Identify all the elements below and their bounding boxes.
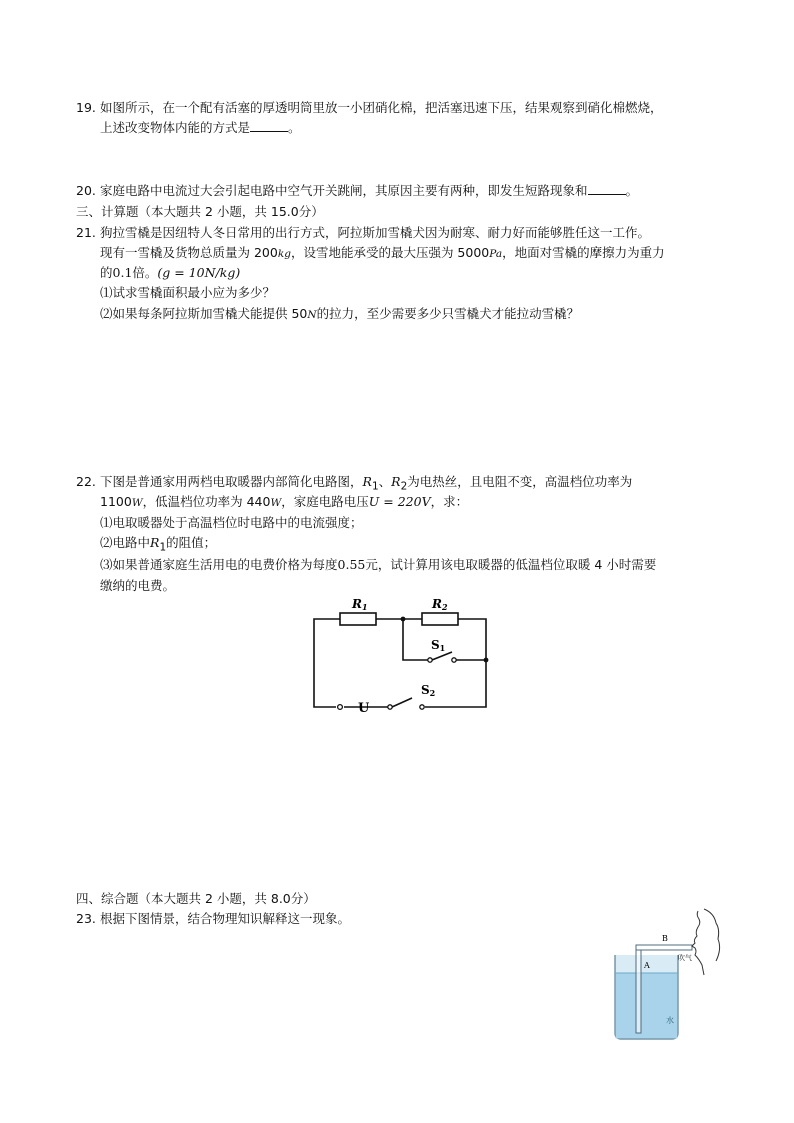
wire (314, 619, 340, 698)
circuit-diagram (300, 592, 500, 717)
answer-blank[interactable] (250, 119, 288, 132)
question-text: 根据下图情景，结合物理知识解释这一现象。 (100, 911, 351, 926)
label-r1: R1 (352, 597, 368, 612)
section-heading: 三、计算题（本大题共 2 小题，共 15.0分） (76, 204, 324, 219)
label-s1: S1 (431, 638, 446, 653)
switch-s1-blade (432, 652, 452, 660)
terminal (338, 705, 343, 710)
question-text: 如图所示，在一个配有活塞的厚透明筒里放一小团硝化棉，把活塞迅速下压，结果观察到硝化棉燃烧， (100, 100, 663, 115)
question-number: 20. (76, 183, 96, 198)
resistor-r2 (422, 613, 458, 625)
unit-kg: kg (277, 248, 291, 260)
label-r2: R2 (432, 597, 448, 612)
question-number: 23. (76, 911, 96, 926)
price-value: 0.55 (337, 557, 366, 572)
question-text: 狗拉雪橇是因纽特人冬日常用的出行方式，阿拉斯加雪橇犬因为耐寒、耐力好而能够胜任这一工作。 (100, 225, 651, 240)
question-text: 家庭电路中电流过大会引起电路中空气开关跳闸，其原因主要有两种，即发生短路现象和 (100, 183, 588, 198)
answer-blank[interactable] (588, 182, 626, 195)
question-number: 21. (76, 225, 96, 240)
tube-a (636, 949, 641, 1033)
water (616, 973, 678, 1039)
question-number: 22. (76, 474, 96, 489)
question-number: 19. (76, 100, 96, 115)
question-text: 上述改变物体内能的方式是 (100, 120, 251, 135)
switch-s2-blade (392, 698, 412, 707)
ratio-value: 0.1 (112, 265, 133, 280)
tube-b (636, 945, 692, 950)
blowing-straw-figure (600, 905, 730, 1045)
label-u: U (358, 701, 370, 716)
switch-contact (452, 658, 456, 662)
unit-n: N (307, 309, 317, 321)
junction-dot (401, 617, 406, 622)
label-water: 水 (666, 1016, 674, 1025)
r1-symbol: R (362, 474, 372, 489)
gravity-formula: (g = 10N/kg) (157, 265, 241, 280)
question-text: 。 (625, 183, 639, 198)
hair-outline (704, 909, 720, 961)
wire (314, 698, 336, 707)
switch-contact (388, 705, 392, 709)
r2-symbol: R (391, 474, 401, 489)
junction-dot (484, 658, 489, 663)
face-profile (692, 911, 704, 975)
question-text: 。 (288, 120, 301, 135)
voltage-formula: U = 220V (368, 494, 431, 509)
resistor-r1 (340, 613, 376, 625)
label-blow: 吹气 (678, 954, 692, 962)
unit-pa: Pa (489, 248, 503, 260)
label-a: A (644, 961, 650, 970)
section-heading: 四、综合题（本大题共 2 小题，共 8.0分） (76, 891, 316, 906)
switch-contact (428, 658, 432, 662)
label-s2: S2 (421, 683, 436, 698)
label-b: B (662, 934, 668, 943)
switch-contact (420, 705, 424, 709)
